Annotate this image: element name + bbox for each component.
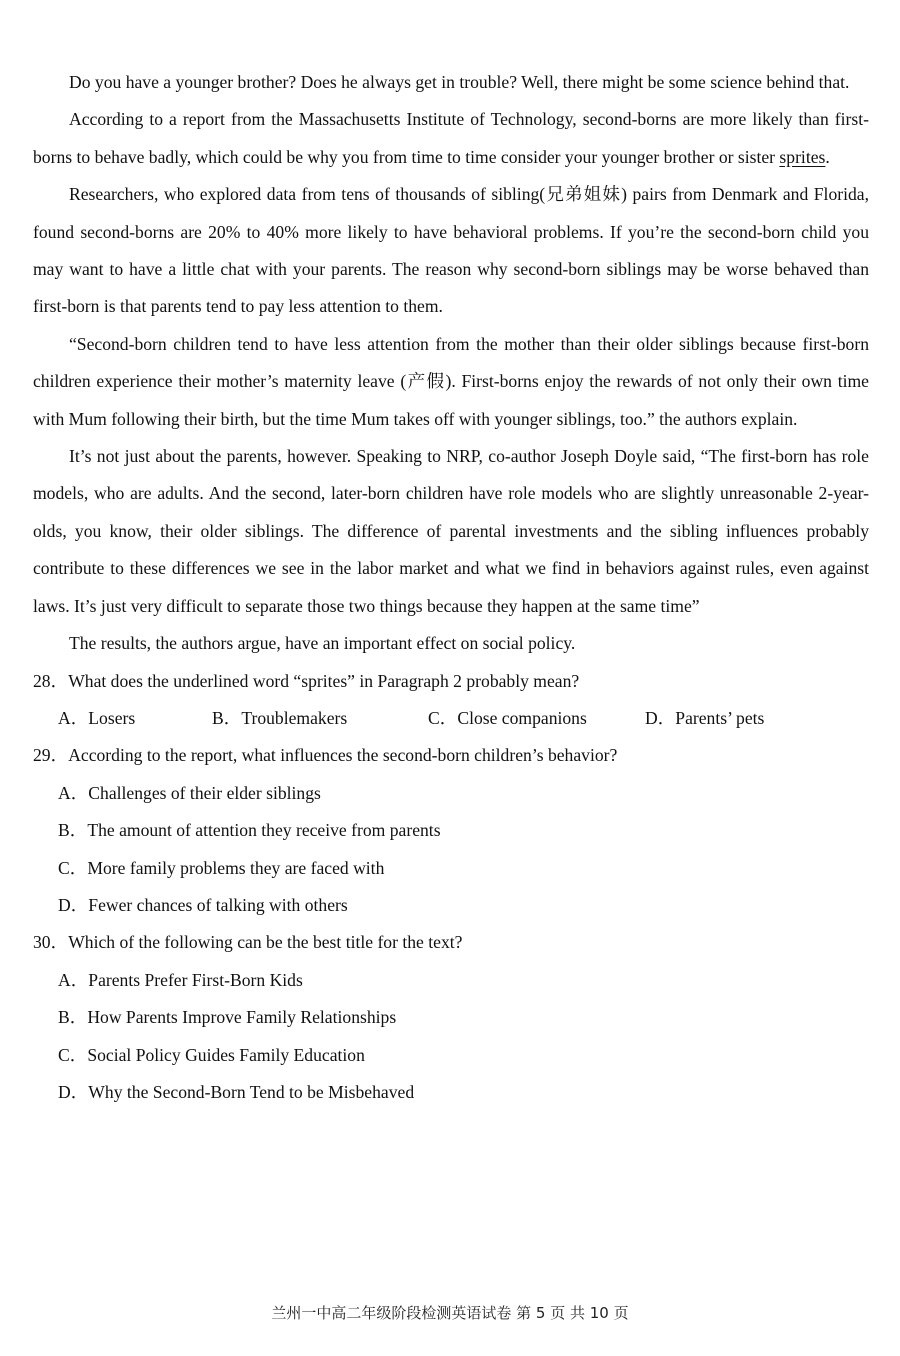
question-29-option-c: C．More family problems they are faced with [58, 857, 385, 878]
question-30-option-c: C．Social Policy Guides Family Education [58, 1044, 365, 1065]
passage-paragraph-2 [33, 101, 869, 176]
question-28-option-a: A．Losers [58, 707, 136, 728]
question-29-option-a: A．Challenges of their elder siblings [58, 782, 321, 803]
question-30-stem: 30．Which of the following can be the best title for the text? [33, 932, 463, 953]
passage-paragraph-6: The results, the authors argue, have an important effect on social policy. [69, 633, 576, 654]
passage-paragraph-1: Do you have a younger brother? Does he always get in trouble? Well, there might be some science behind that. [69, 72, 850, 92]
question-28-stem: 28．What does the underlined word “sprites” in Paragraph 2 probably mean? [33, 670, 580, 691]
paragraph-2-text: According to a report from the Massachusetts Institute of Technology, second-borns are more likely than first-borns to behave badly, which could be why you from time to time consider your younger brother or sister [33, 109, 869, 167]
question-29-stem: 29．According to the report, what influences the second-born children’s behavior? [33, 745, 618, 766]
passage-paragraph-5: It’s not just about the parents, however. Speaking to NRP, co-author Joseph Doyle said, “The first-born has role models, who are adults. And the second, later-born children have role models who are slightly unreasonable 2-year-olds, you know, their older siblings. The difference of parental investments and the sibling influences probably contribute to these differences we see in the labor market and what we find in behaviors against rules, even against laws. It’s just very difficult to separate those two things because they happen at the same time” [33, 446, 869, 616]
question-28-option-d: D．Parents’ pets [645, 707, 765, 728]
page-footer: 兰州一中高二年级阶段检测英语试卷 第 5 页 共 10 页 [271, 1304, 629, 1322]
question-28-option-b: B．Troublemakers [212, 707, 348, 728]
passage-paragraph-4: “Second-born children tend to have less attention from the mother than their older siblings because first-born children experience their mother’s maternity leave (产假). First-borns enjoy the rewards of not only their own time with Mum following their birth, but the time Mum takes off with younger siblings, too.” the authors explain. [33, 333, 869, 429]
exam-page [33, 64, 869, 1111]
question-29-option-d: D．Fewer chances of talking with others [58, 894, 348, 915]
question-29-option-b: B．The amount of attention they receive from parents [58, 820, 441, 841]
question-30-option-b: B．How Parents Improve Family Relationships [58, 1007, 397, 1028]
question-30-option-a: A．Parents Prefer First-Born Kids [58, 969, 303, 990]
question-28-option-c: C．Close companions [428, 707, 587, 728]
paragraph-2-end: . [825, 146, 830, 167]
question-30-option-d: D．Why the Second-Born Tend to be Misbehaved [58, 1081, 415, 1102]
passage-paragraph-3: Researchers, who explored data from tens of thousands of sibling(兄弟姐妹) pairs from Denmark and Florida, found second-borns are 20% to 40% more likely to have behavioral problems. If you’re the second-born child you may want to have a little chat with your parents. The reason why second-born siblings may be worse behaved than first-born is that parents tend to pay less attention to them. [33, 184, 869, 317]
question-28-options [58, 700, 869, 737]
underlined-word-sprites: sprites [779, 146, 826, 167]
